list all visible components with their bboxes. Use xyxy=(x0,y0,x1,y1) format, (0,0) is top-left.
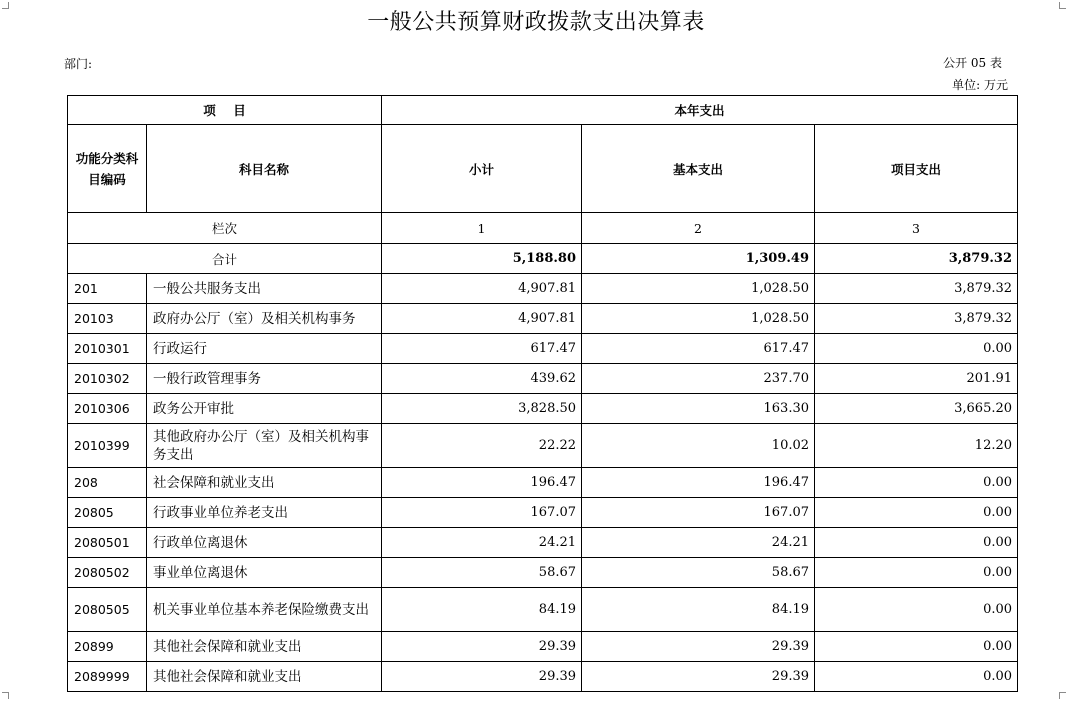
basic-value: 1,028.50 xyxy=(582,304,815,334)
project-value: 201.91 xyxy=(815,364,1018,394)
subtotal-value: 3,828.50 xyxy=(382,394,582,424)
subject-name: 行政事业单位养老支出 xyxy=(147,498,382,528)
subtotal-value: 196.47 xyxy=(382,468,582,498)
project-value: 0.00 xyxy=(815,662,1018,692)
subtotal-value: 24.21 xyxy=(382,528,582,558)
subject-code: 2010306 xyxy=(68,394,147,424)
header-item: 项 目 xyxy=(68,96,382,125)
subject-name: 机关事业单位基本养老保险缴费支出 xyxy=(147,588,382,632)
table-row xyxy=(68,528,1018,558)
basic-value: 10.02 xyxy=(582,424,815,468)
subject-name: 其他社会保障和就业支出 xyxy=(147,662,382,692)
subtotal-value: 617.47 xyxy=(382,334,582,364)
project-value: 0.00 xyxy=(815,334,1018,364)
table-row xyxy=(68,274,1018,304)
subject-code: 20103 xyxy=(68,304,147,334)
basic-value: 1,028.50 xyxy=(582,274,815,304)
subtotal-value: 84.19 xyxy=(382,588,582,632)
project-value: 3,879.32 xyxy=(815,304,1018,334)
subject-name: 政府办公厅（室）及相关机构事务 xyxy=(147,304,382,334)
subtotal-value: 29.39 xyxy=(382,632,582,662)
total-subtotal: 5,188.80 xyxy=(382,244,582,274)
subtotal-value: 167.07 xyxy=(382,498,582,528)
project-value: 0.00 xyxy=(815,558,1018,588)
basic-value: 84.19 xyxy=(582,588,815,632)
column-index-1: 1 xyxy=(382,213,582,244)
subject-code: 20899 xyxy=(68,632,147,662)
subject-name: 事业单位离退休 xyxy=(147,558,382,588)
table-row xyxy=(68,632,1018,662)
subject-code: 2010302 xyxy=(68,364,147,394)
subject-name: 政务公开审批 xyxy=(147,394,382,424)
subject-code: 2089999 xyxy=(68,662,147,692)
table-row xyxy=(68,394,1018,424)
subject-name: 其他社会保障和就业支出 xyxy=(147,632,382,662)
subtotal-value: 4,907.81 xyxy=(382,304,582,334)
unit-label: 单位: 万元 xyxy=(952,78,1008,92)
basic-value: 196.47 xyxy=(582,468,815,498)
subject-name: 社会保障和就业支出 xyxy=(147,468,382,498)
total-label: 合计 xyxy=(68,244,382,274)
table-code: 公开 05 表 xyxy=(943,56,1002,70)
subtotal-value: 58.67 xyxy=(382,558,582,588)
total-basic: 1,309.49 xyxy=(582,244,815,274)
subject-name: 行政单位离退休 xyxy=(147,528,382,558)
project-value: 0.00 xyxy=(815,588,1018,632)
basic-value: 29.39 xyxy=(582,632,815,662)
column-index-2: 2 xyxy=(582,213,815,244)
table-row xyxy=(68,662,1018,692)
basic-value: 24.21 xyxy=(582,528,815,558)
project-value: 0.00 xyxy=(815,498,1018,528)
subtotal-value: 4,907.81 xyxy=(382,274,582,304)
subject-code: 2010399 xyxy=(68,424,147,468)
header-row xyxy=(68,125,1018,213)
project-value: 3,879.32 xyxy=(815,274,1018,304)
header-project: 项目支出 xyxy=(815,125,1018,213)
budget-table xyxy=(67,95,1018,692)
subject-code: 2080501 xyxy=(68,528,147,558)
table-body xyxy=(68,96,1018,692)
page-corner-mark xyxy=(1059,692,1066,699)
header-current-year: 本年支出 xyxy=(382,96,1018,125)
table-row xyxy=(68,364,1018,394)
table-row xyxy=(68,304,1018,334)
subtotal-value: 439.62 xyxy=(382,364,582,394)
subject-code: 2080502 xyxy=(68,558,147,588)
basic-value: 163.30 xyxy=(582,394,815,424)
basic-value: 167.07 xyxy=(582,498,815,528)
department-label: 部门: xyxy=(64,57,93,71)
table-row xyxy=(68,334,1018,364)
page-title: 一般公共预算财政拨款支出决算表 xyxy=(367,10,705,35)
table-row xyxy=(68,498,1018,528)
project-value: 0.00 xyxy=(815,468,1018,498)
subject-name: 一般公共服务支出 xyxy=(147,274,382,304)
header-row xyxy=(68,96,1018,125)
page-corner-mark xyxy=(2,692,9,699)
header-basic: 基本支出 xyxy=(582,125,815,213)
project-value: 0.00 xyxy=(815,632,1018,662)
column-index-row xyxy=(68,213,1018,244)
column-index-3: 3 xyxy=(815,213,1018,244)
basic-value: 29.39 xyxy=(582,662,815,692)
subject-code: 208 xyxy=(68,468,147,498)
header-func-code: 功能分类科目编码 xyxy=(68,125,147,213)
subject-code: 2080505 xyxy=(68,588,147,632)
subject-code: 2010301 xyxy=(68,334,147,364)
subject-code: 201 xyxy=(68,274,147,304)
subject-name: 一般行政管理事务 xyxy=(147,364,382,394)
total-row xyxy=(68,244,1018,274)
table-row xyxy=(68,588,1018,632)
subject-name: 行政运行 xyxy=(147,334,382,364)
column-index-label: 栏次 xyxy=(68,213,382,244)
subtotal-value: 29.39 xyxy=(382,662,582,692)
basic-value: 58.67 xyxy=(582,558,815,588)
total-project: 3,879.32 xyxy=(815,244,1018,274)
project-value: 12.20 xyxy=(815,424,1018,468)
table-row xyxy=(68,424,1018,468)
basic-value: 237.70 xyxy=(582,364,815,394)
table-row xyxy=(68,558,1018,588)
subtotal-value: 22.22 xyxy=(382,424,582,468)
project-value: 0.00 xyxy=(815,528,1018,558)
table-row xyxy=(68,468,1018,498)
project-value: 3,665.20 xyxy=(815,394,1018,424)
subject-name: 其他政府办公厅（室）及相关机构事务支出 xyxy=(147,424,382,468)
header-subtotal: 小计 xyxy=(382,125,582,213)
basic-value: 617.47 xyxy=(582,334,815,364)
subject-code: 20805 xyxy=(68,498,147,528)
header-subject-name: 科目名称 xyxy=(147,125,382,213)
